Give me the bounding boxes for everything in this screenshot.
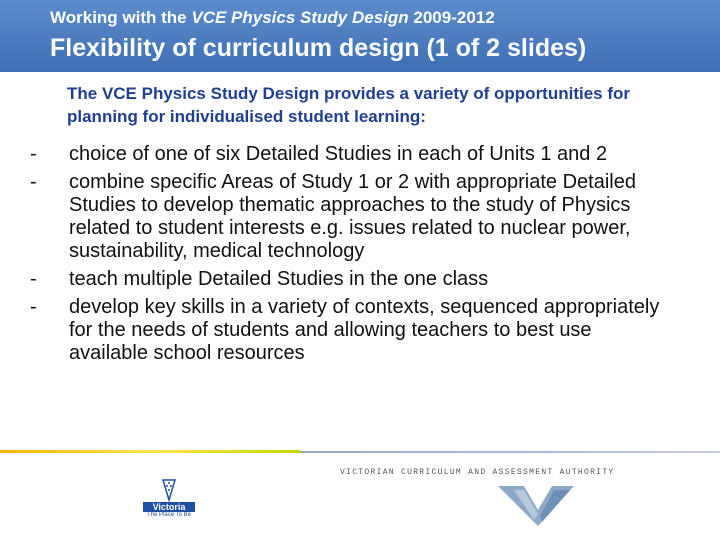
intro-text: The VCE Physics Study Design provides a variety of opportunities for planning for individualised student learning:: [67, 84, 631, 126]
slide-title: Flexibility of curriculum design (1 of 2 slides): [50, 34, 587, 62]
list-item: - teach multiple Detailed Studies in the one class: [30, 268, 489, 290]
bullet-marker: -: [30, 268, 37, 290]
footer-divider-left: [0, 450, 300, 453]
victoria-crest-icon: [143, 478, 195, 502]
victoria-word: Victoria: [143, 502, 195, 512]
list-item: - develop key skills in a variety of contexts, sequenced appropriately for the needs of students and allowing teachers to best use available school resources: [30, 296, 660, 364]
vcaa-name: VICTORIAN CURRICULUM AND ASSESSMENT AUTHORITY: [340, 468, 615, 477]
footer-divider-right: [300, 451, 720, 453]
victoria-logo: [143, 478, 195, 518]
vcaa-logo-icon: [494, 472, 578, 528]
slide-header: [0, 0, 720, 72]
list-item: - choice of one of six Detailed Studies in each of Units 1 and 2: [30, 143, 608, 165]
bullet-list: [30, 143, 670, 370]
victoria-tagline: The Place To Be: [147, 512, 191, 518]
bullet-marker: -: [30, 171, 37, 193]
list-item: - combine specific Areas of Study 1 or 2 with appropriate Detailed Studies to develop thematic approaches to the study of Physics related to student interests e.g. issues related to nuclear power, sustainability, medical technology: [30, 171, 636, 262]
bullet-marker: -: [30, 143, 37, 165]
slide-subtitle: Working with the VCE Physics Study Design 2009-2012: [50, 8, 495, 27]
bullet-marker: -: [30, 296, 37, 318]
